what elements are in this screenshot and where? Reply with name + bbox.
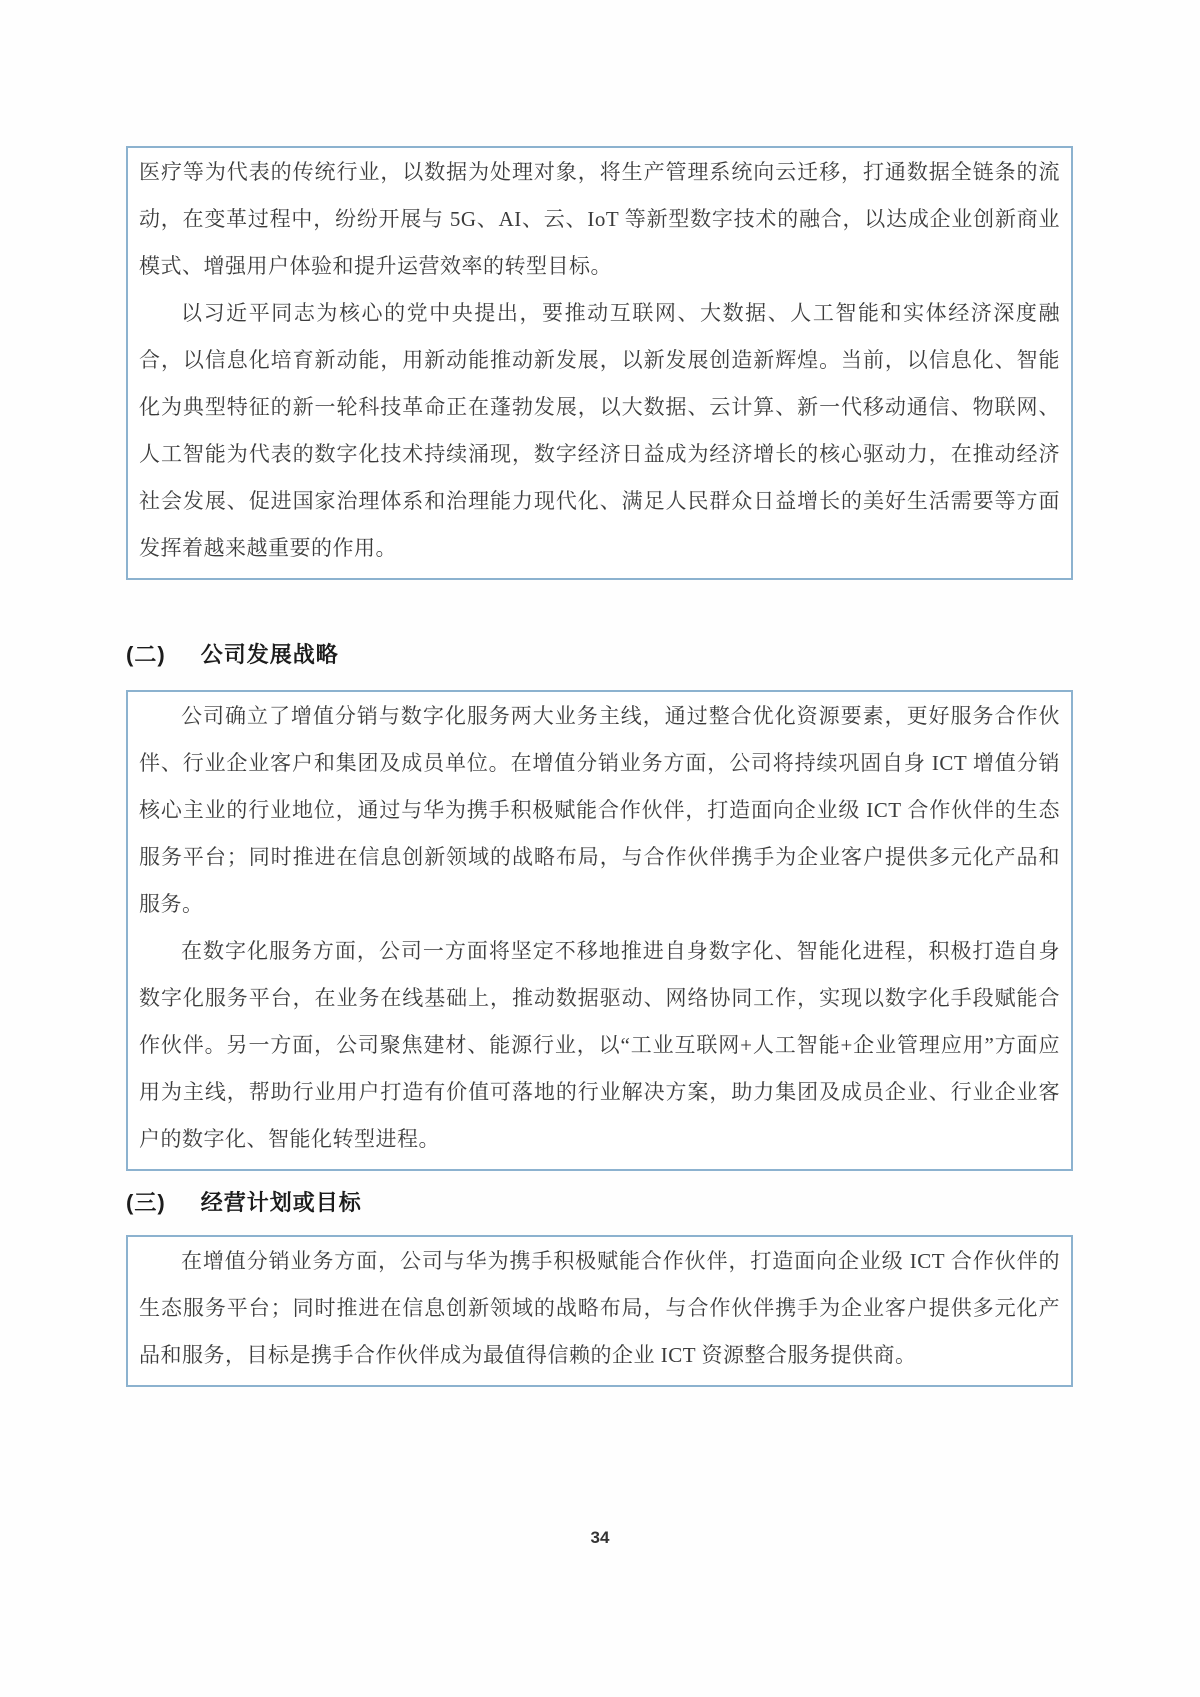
intro-paragraph-2: 以习近平同志为核心的党中央提出，要推动互联网、大数据、人工智能和实体经济深度融合，以信息化培育新动能，用新动能推动新发展，以新发展创造新辉煌。当前，以信息化、智能化为典型特征的新一轮科技革命正在蓬勃发展，以大数据、云计算、新一代移动通信、物联网、人工智能为代表的数字化技术持续涌现，数字经济日益成为经济增长的核心驱动力，在推动经济社会发展、促进国家治理体系和治理能力现代化、满足人民群众日益增长的美好生活需要等方面发挥着越来越重要的作用。 xyxy=(139,301,1060,560)
strategy-paragraph-2: 在数字化服务方面，公司一方面将坚定不移地推进自身数字化、智能化进程，积极打造自身数字化服务平台，在业务在线基础上，推动数据驱动、网络协同工作，实现以数字化手段赋能合作伙伴。另一方面，公司聚焦建材、能源行业，以“工业互联网+人工智能+企业管理应用”方面应用为主线，帮助行业用户打造有价值可落地的行业解决方案，助力集团及成员企业、行业企业客户的数字化、智能化转型进程。 xyxy=(139,939,1060,1151)
strategy-paragraph-1: 公司确立了增值分销与数字化服务两大业务主线，通过整合优化资源要素，更好服务合作伙伴、行业企业客户和集团及成员单位。在增值分销业务方面，公司将持续巩固自身 ICT 增值分销核心主业的行业地位，通过与华为携手积极赋能合作伙伴，打造面向企业级 ICT 合作伙伴的生态服务平台；同时推进在信息创新领域的战略布局，与合作伙伴携手为企业客户提供多元化产品和服务。 xyxy=(139,704,1060,916)
strategy-textbox xyxy=(126,690,1073,1171)
plan-paragraph-1: 在增值分销业务方面，公司与华为携手积极赋能合作伙伴，打造面向企业级 ICT 合作伙伴的生态服务平台；同时推进在信息创新领域的战略布局，与合作伙伴携手为企业客户提供多元化产品和服务，目标是携手合作伙伴成为最值得信赖的企业 ICT 资源整合服务提供商。 xyxy=(139,1249,1060,1367)
section-heading-strategy xyxy=(126,638,1073,669)
heading-title: 公司发展战略 xyxy=(200,642,339,667)
intro-textbox xyxy=(126,146,1073,580)
intro-paragraph-1: 医疗等为代表的传统行业，以数据为处理对象，将生产管理系统向云迁移，打通数据全链条的流动，在变革过程中，纷纷开展与 5G、AI、云、IoT 等新型数字技术的融合，以达成企业创新商业模式、增强用户体验和提升运营效率的转型目标。 xyxy=(139,160,1060,278)
heading-number: (二) xyxy=(126,642,166,667)
heading-number: (三) xyxy=(126,1190,166,1215)
section-heading-plan xyxy=(126,1186,1073,1217)
heading-title: 经营计划或目标 xyxy=(200,1190,362,1215)
plan-textbox xyxy=(126,1235,1073,1387)
page-number: 34 xyxy=(590,1528,610,1547)
